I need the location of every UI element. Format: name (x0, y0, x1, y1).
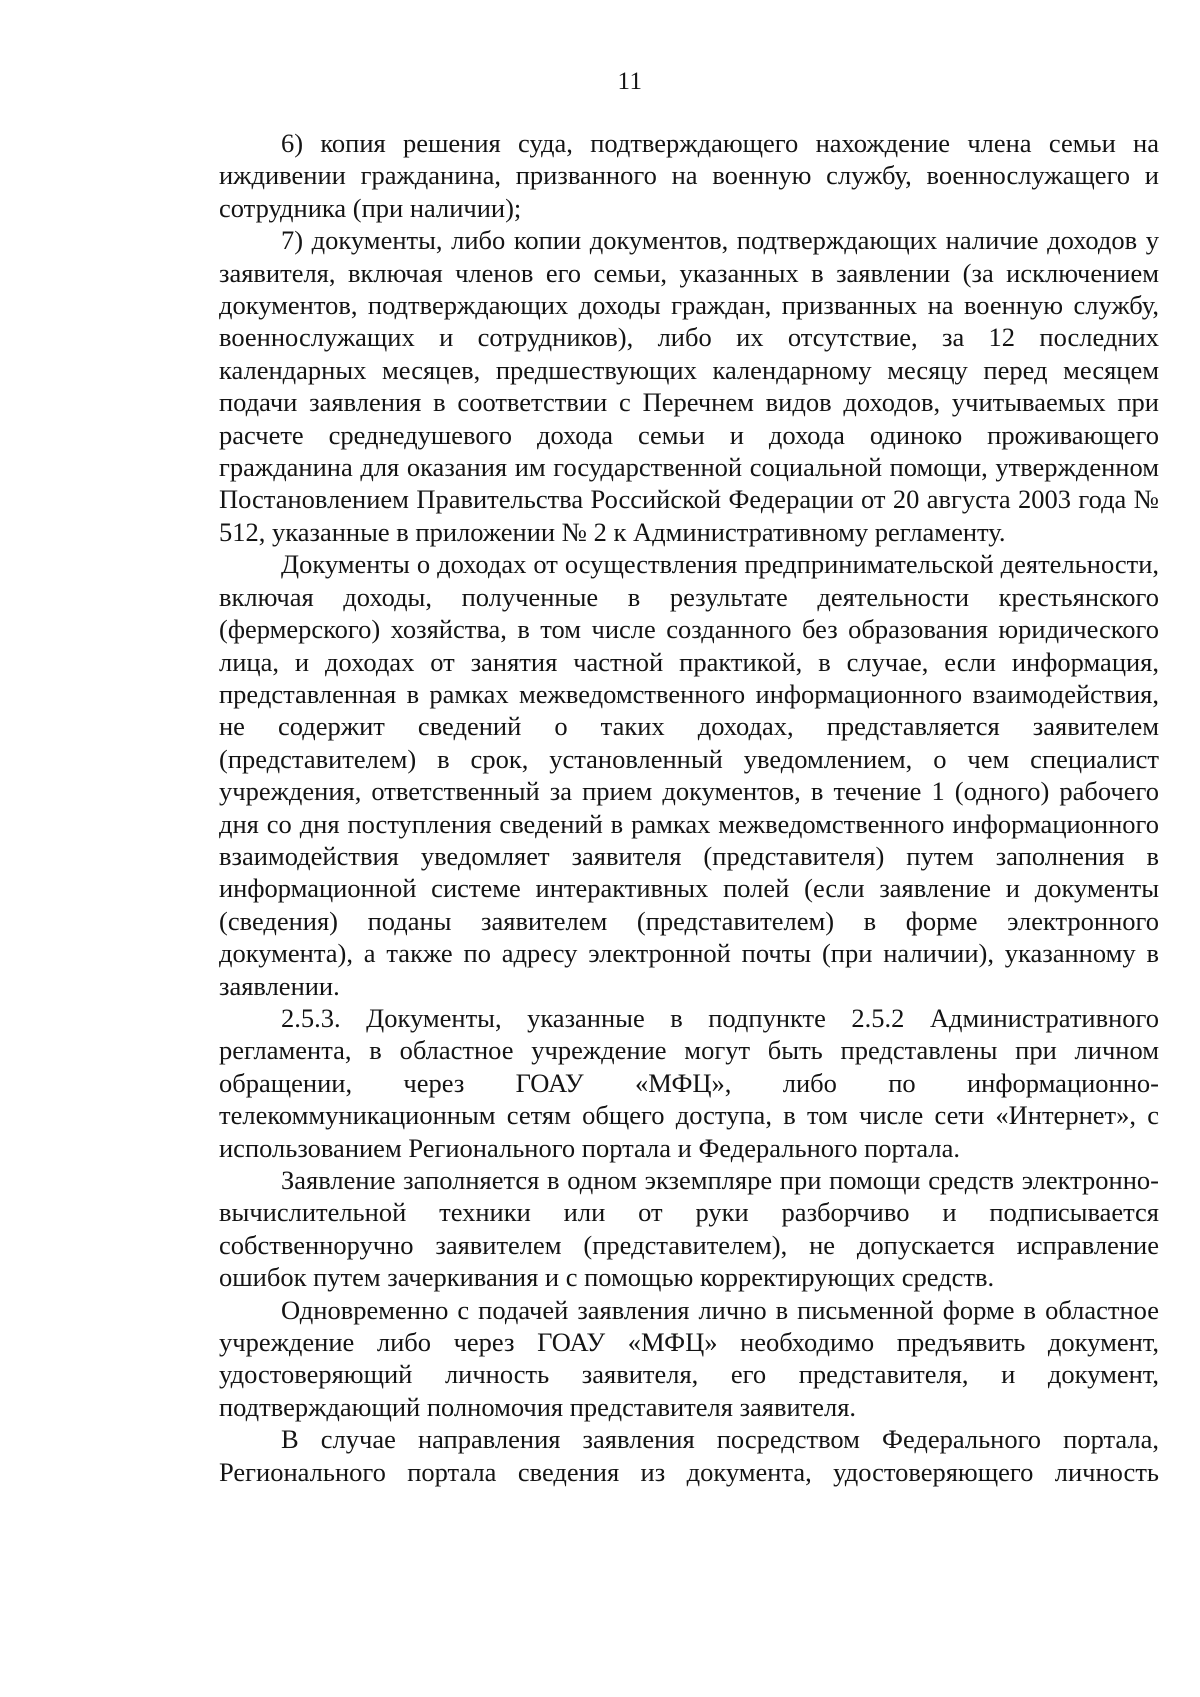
paragraph-application-filling: Заявление заполняется в одном экземпляре при помощи средств электронно-вычислительной техники или от руки разборчиво и подписывается собственноручно заявителем (представителем), не допускается исправление ошибок путем зачеркивания и с помощью корректирующих средств. (219, 1165, 1159, 1293)
paragraph-item-7: 7) документы, либо копии документов, подтверждающих наличие доходов у заявителя, включая членов его семьи, указанных в заявлении (за исключением документов, подтверждающих доходы граждан, призванных на военную службу, военнослужащих и сотрудников), либо их отсутствие, за 12 последних календарных месяцев, предшествующих календарному месяцу перед месяцем подачи заявления в соответствии с Перечнем видов доходов, учитываемых при расчете среднедушевого дохода семьи и дохода одиноко проживающего гражданина для оказания им государственной социальной помощи, утвержденном Постановлением Правительства Российской Федерации от 20 августа 2003 года № 512, указанные в приложении № 2 к Административному регламенту. (219, 225, 1159, 547)
paragraph-portal-submission: В случае направления заявления посредством Федерального портала, Регионального портала сведения из документа, удостоверяющего личность (219, 1424, 1159, 1487)
paragraph-item-6: 6) копия решения суда, подтверждающего нахождение члена семьи на иждивении гражданина, призванного на военную службу, военнослужащего и сотрудника (при наличии); (219, 128, 1159, 223)
paragraph-identity-documents: Одновременно с подачей заявления лично в письменной форме в областное учреждение либо через ГОАУ «МФЦ» необходимо предъявить документ, удостоверяющий личность заявителя, его представителя, и документ, подтверждающий полномочия представителя заявителя. (219, 1294, 1159, 1422)
document-body (219, 127, 1159, 1488)
paragraph-2-5-3: 2.5.3. Документы, указанные в подпункте 2.5.2 Административного регламента, в областное учреждение могут быть представлены при личном обращении, через ГОАУ «МФЦ», либо по информационно-телекоммуникационным сетям общего доступа, в том числе сети «Интернет», с использованием Регионального портала и Федерального портала. (219, 1002, 1159, 1163)
page-number: 11 (617, 68, 643, 95)
paragraph-business-income: Документы о доходах от осуществления предпринимательской деятельности, включая доходы, полученные в результате деятельности крестьянского (фермерского) хозяйства, в том числе созданного без образования юридического лица, и доходах от занятия частной практикой, в случае, если информация, представленная в рамках межведомственного информационного взаимодействия, не содержит сведений о таких доходах, представляется заявителем (представителем) в срок, установленный уведомлением, о чем специалист учреждения, ответственный за прием документов, в течение 1 (одного) рабочего дня со дня поступления сведений в рамках межведомственного информационного взаимодействия уведомляет заявителя (представителя) путем заполнения в информационной системе интерактивных полей (если заявление и документы (сведения) поданы заявителем (представителем) в форме электронного документа), а также по адресу электронной почты (при наличии), указанному в заявлении. (219, 549, 1159, 1001)
